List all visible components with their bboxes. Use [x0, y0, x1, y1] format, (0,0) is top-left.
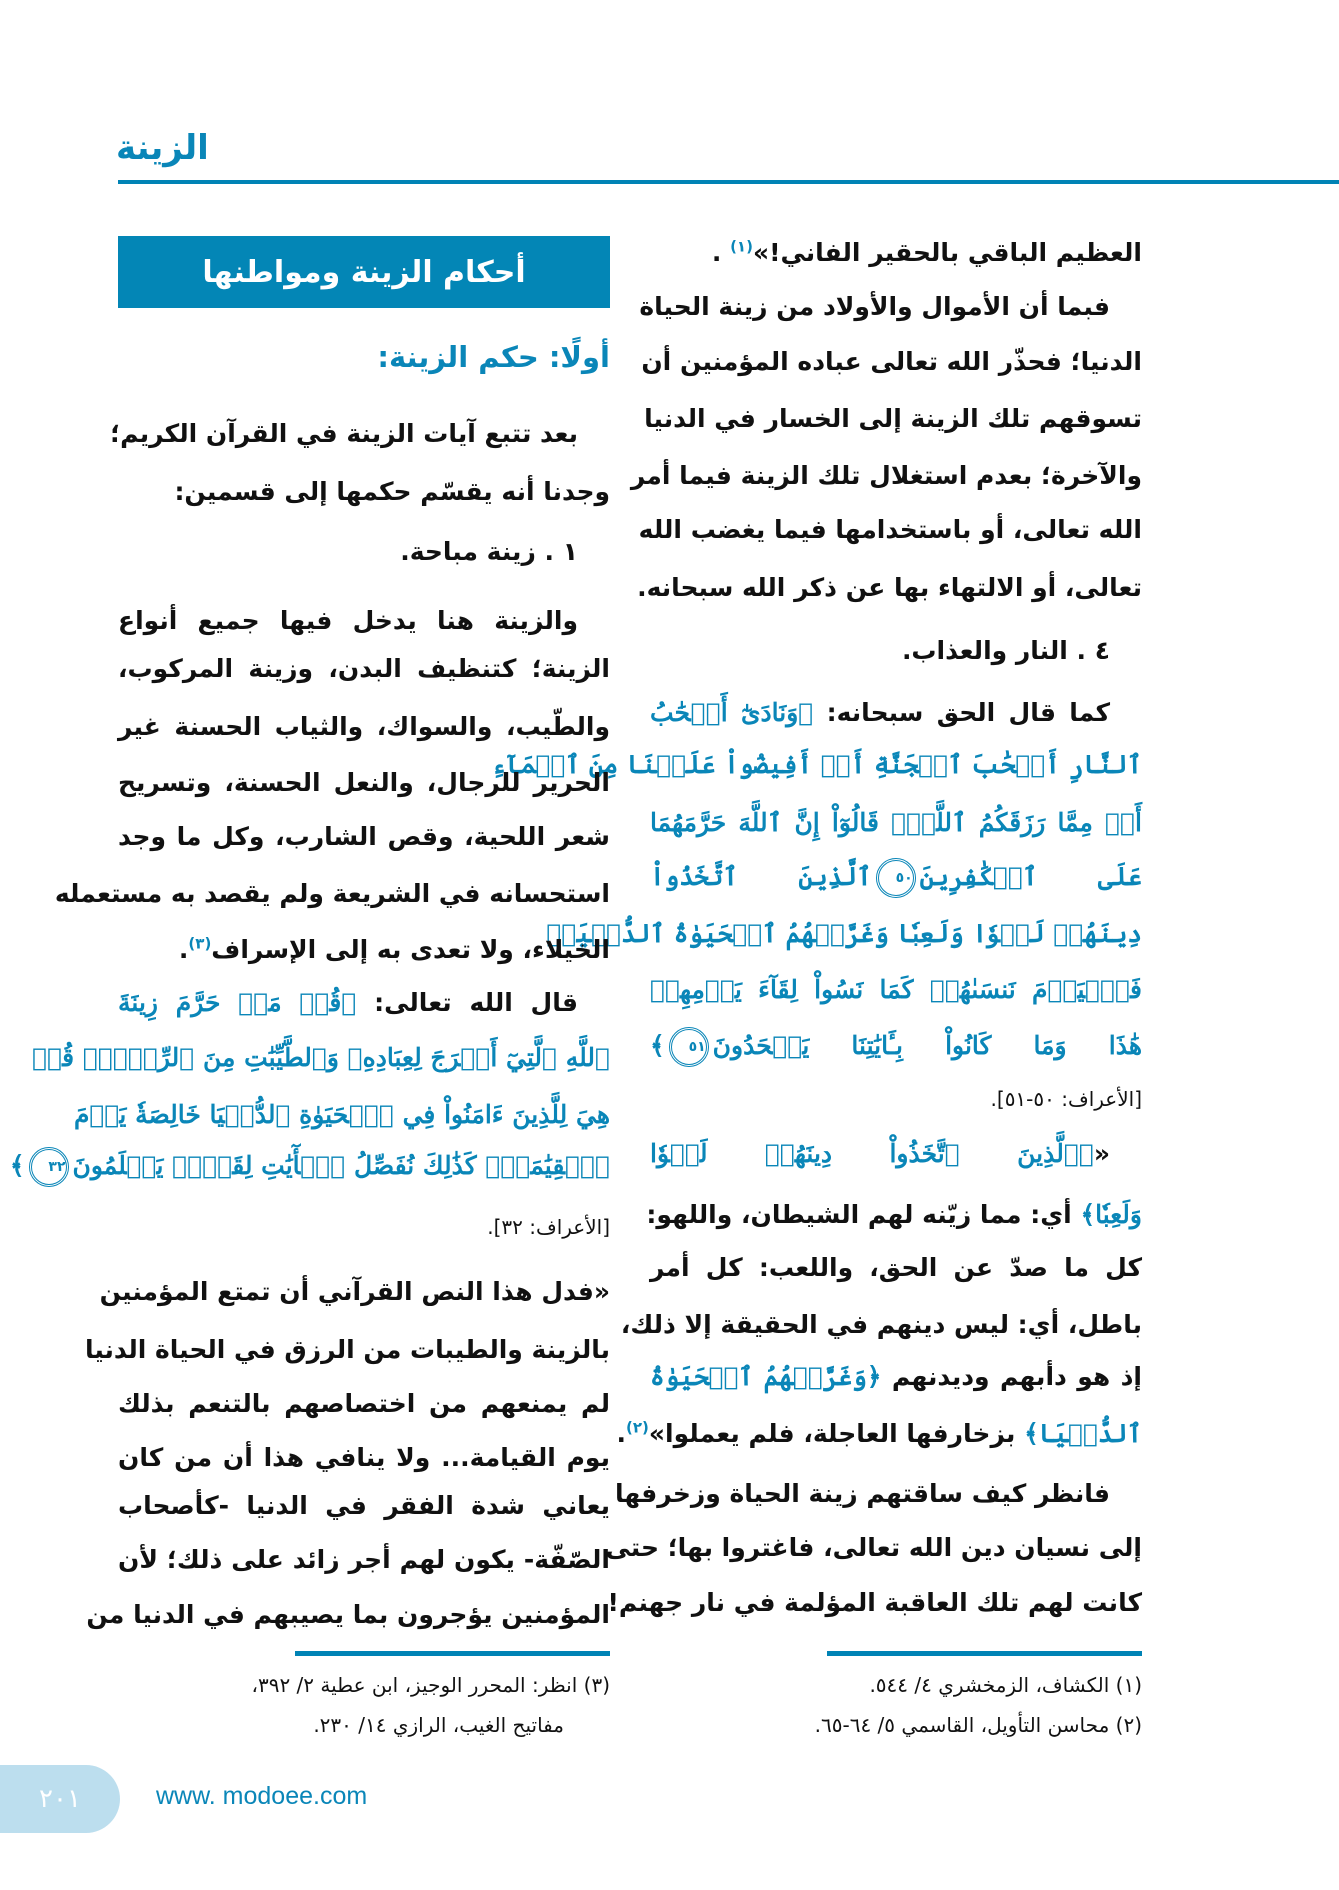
text-line [638, 503, 1142, 557]
text-line [650, 796, 1142, 850]
verse-citation [650, 1072, 1142, 1126]
quran-text: ٱلَّذِينَ ٱتَّخَذُواْ [650, 862, 872, 891]
quran-text: ﴿وَنَادَىٰٓ أَصۡحَٰبُ [650, 698, 814, 727]
quran-text: وَلَعِبٗا﴾ [1080, 1200, 1142, 1229]
running-title: الزينة [116, 128, 209, 168]
body-text: يوم القيامة... ولا ينافي هذا أن من كان [118, 1443, 610, 1472]
text-line [110, 407, 610, 461]
ayah-number-marker: ٥٠ [876, 858, 916, 898]
body-text: المؤمنين يؤجرون بما يصيبهم في الدنيا من [86, 1600, 610, 1629]
text-line [650, 1127, 1142, 1181]
text-line [118, 594, 610, 648]
text-line [118, 1377, 610, 1431]
quran-text: ﴿ٱلَّذِينَ ٱتَّخَذُواْ دِينَهُمۡ لَهۡوٗا [650, 1139, 1094, 1168]
text-line [118, 525, 610, 579]
text-line [32, 1031, 610, 1085]
body-text: والطّيب، والسواك، والثياب الحسنة غير [118, 712, 610, 741]
text-line [644, 392, 1142, 446]
page-number: ٢٠١ [0, 1765, 120, 1833]
body-text: والزينة هنا يدخل فيها جميع أنواع [118, 606, 578, 635]
body-text: الله تعالى، أو باستخدامها فيما يغضب الله [638, 515, 1142, 544]
footnote-3-cont: مفاتيح الغيب، الرازي ١٤/ ٢٣٠. [313, 1713, 564, 1737]
text-line [491, 738, 1142, 792]
text-line [605, 1521, 1142, 1575]
body-text: تسوقهم تلك الزينة إلى الخسار في الدنيا [644, 404, 1142, 433]
body-text: العظيم الباقي بالحقير الفاني!» [752, 238, 1142, 267]
text-line [9, 1139, 610, 1193]
quran-text: هَٰذَا وَمَا كَانُواْ بِـَٔايَٰتِنَا يَجۡحَدُونَ [712, 1031, 1142, 1060]
body-text: الزينة؛ كتنظيف البدن، وزينة المركوب، [118, 654, 610, 683]
body-text: «فدل هذا النص القرآني أن تمتع المؤمنين [99, 1277, 610, 1306]
footnote-1: (١) الكشاف، الزمخشري ٤/ ٥٤٤. [869, 1673, 1142, 1697]
text-line [118, 1431, 610, 1485]
body-text: وجدنا أنه يقسّم حكمها إلى قسمين: [174, 477, 610, 506]
body-text: الصّفّة- يكون لهم أجر زائد على ذلك؛ لأن [118, 1545, 610, 1574]
body-text: والآخرة؛ بعدم استغلال تلك الزينة فيما أمر [630, 461, 1142, 490]
text-line [650, 850, 1142, 904]
body-text: باطل، أي: ليس دينهم في الحقيقة إلا ذلك، [620, 1310, 1142, 1339]
body-text: قال الله تعالى: [356, 988, 578, 1017]
text-line [650, 1019, 1142, 1073]
body-text: [الأعراف: ٥٠-٥١]. [990, 1087, 1142, 1111]
footnote-3: (٣) انظر: المحرر الوجيز، ابن عطية ٢/ ٣٩٢، [251, 1673, 610, 1697]
quran-text: ٱلدُّنۡيَا﴾ [1024, 1419, 1142, 1448]
quran-text: هِيَ لِلَّذِينَ ءَامَنُواْ فِي ٱلۡحَيَوٰةِ ٱلدُّنۡيَا خَالِصَةٗ يَوۡمَ [73, 1100, 610, 1129]
footnote-rule-left [295, 1651, 610, 1656]
body-text: فبما أن الأموال والأولاد من زينة الحياة [639, 292, 1110, 321]
body-text: . [711, 238, 731, 267]
website-link[interactable]: www. modoee.com [156, 1782, 368, 1810]
text-line [118, 642, 610, 696]
text-line [73, 1088, 610, 1142]
text-line [118, 810, 610, 864]
text-line [650, 686, 1142, 740]
text-line [650, 1350, 1142, 1404]
text-line [616, 1407, 1142, 1461]
subheading: أولًا: حكم الزينة: [377, 340, 610, 374]
body-text: الدنيا؛ فحذّر الله تعالى عباده المؤمنين أن [641, 347, 1142, 376]
text-line [615, 1467, 1142, 1521]
body-text: لم يمنعهم من اختصاصهم بالتنعم بذلك [118, 1389, 610, 1418]
text-line [639, 280, 1142, 334]
body-text: كل ما صدّ عن الحق، واللعب: كل أمر [650, 1253, 1142, 1282]
footnote-ref[interactable]: (٢) [626, 1418, 649, 1437]
quran-text: ٱلنَّارِ أَصۡحَٰبَ ٱلۡجَنَّةِ أَنۡ أَفِيضُواْ عَلَيۡنَا مِنَ ٱلۡمَآءِ [491, 750, 1142, 779]
text-line [650, 963, 1142, 1017]
body-text: . [178, 935, 189, 964]
text-line [546, 907, 1142, 961]
text-line [86, 1588, 610, 1642]
body-text: بزخارفها العاجلة، فلم يعملوا» [648, 1419, 1025, 1448]
quran-text: دِينَهُمۡ لَهۡوٗا وَلَعِبٗا وَغَرَّتۡهُمُ ٱلۡحَيَوٰةُ ٱلدُّنۡيَاۚ [546, 919, 1142, 948]
body-text: الحرير للرجال، والنعل الحسنة، وتسريح [118, 768, 610, 797]
body-text: بعد تتبع آيات الزينة في القرآن الكريم؛ [110, 419, 578, 448]
body-text: الخيلاء، ولا تعدى به إلى الإسراف [211, 935, 610, 964]
text-line [118, 976, 610, 1030]
body-text: إذ هو دأبهم وديدنهم [881, 1362, 1142, 1391]
footnote-rule-right [827, 1651, 1142, 1656]
body-text: استحسانه في الشريعة ولم يقصد به مستعمله [54, 879, 610, 908]
verse-citation [118, 1200, 610, 1254]
body-text: يعاني شدة الفقر في الدنيا -كأصحاب [118, 1491, 610, 1520]
text-line [650, 1241, 1142, 1295]
text-line [118, 700, 610, 754]
text-line [118, 1479, 610, 1533]
text-line [637, 561, 1142, 615]
body-text: شعر اللحية، وقص الشارب، وكل ما وجد [118, 822, 610, 851]
section-title: أحكام الزينة ومواطنها [118, 236, 610, 308]
body-text: ١ . زينة مباحة. [400, 537, 578, 566]
quran-text: ﴿قُلۡ مَنۡ حَرَّمَ زِينَةَ [118, 988, 357, 1017]
quran-text: أَوۡ مِمَّا رَزَقَكُمُ ٱللَّهُۚ قَالُوٓاْ إِنَّ ٱللَّهَ حَرَّمَهُمَا [650, 808, 1142, 837]
body-text: بالزينة والطيبات من الرزق في الحياة الدنيا [84, 1335, 610, 1364]
body-text: تعالى، أو الالتهاء بها عن ذكر الله سبحانه. [637, 573, 1142, 602]
footnote-ref[interactable]: (٣) [188, 934, 212, 953]
text-line [118, 465, 610, 519]
text-line [641, 335, 1142, 389]
body-text: [الأعراف: ٣٢]. [487, 1215, 610, 1239]
text-line [118, 923, 610, 977]
body-text: كانت لهم تلك العاقبة المؤلمة في نار جهنم! [607, 1588, 1142, 1617]
quran-text: فَٱلۡيَوۡمَ نَنسَىٰهُمۡ كَمَا نَسُواْ لِقَآءَ يَوۡمِهِمۡ [650, 975, 1142, 1004]
quran-text: ﴿وَغَرَّتۡهُمُ ٱلۡحَيَوٰةُ [650, 1362, 882, 1391]
body-text: « [1093, 1139, 1110, 1168]
text-line [99, 1265, 610, 1319]
text-line [118, 1533, 610, 1587]
text-line [650, 624, 1142, 678]
footnote-ref[interactable]: (١) [730, 237, 753, 256]
ayah-number-marker: ٥١ [669, 1027, 709, 1067]
body-text: ٤ . النار والعذاب. [901, 636, 1110, 665]
body-text: فانظر كيف ساقتهم زينة الحياة وزخرفها [615, 1479, 1110, 1508]
text-line [650, 226, 1142, 280]
footnote-2: (٢) محاسن التأويل، القاسمي ٥/ ٦٤-٦٥. [814, 1713, 1142, 1737]
body-text: كما قال الحق سبحانه: [813, 698, 1110, 727]
body-text: أي: مما زيّنه لهم الشيطان، واللهو: [646, 1200, 1081, 1229]
quran-text: عَلَى ٱلۡكَٰفِرِينَ [919, 862, 1143, 891]
text-line [118, 756, 610, 810]
header-rule [118, 180, 1339, 184]
text-line [630, 449, 1142, 503]
text-line [620, 1298, 1142, 1352]
body-text: . [616, 1419, 627, 1448]
ayah-number-marker: ٣٢ [29, 1147, 69, 1187]
text-line [54, 867, 610, 921]
text-line [84, 1323, 610, 1377]
quran-text: ﴾ [650, 1031, 665, 1060]
body-text: إلى نسيان دين الله تعالى، فاغتروا بها؛ حتى [605, 1533, 1142, 1562]
text-line [646, 1188, 1142, 1242]
quran-text: ٱلۡقِيَٰمَةِۗ كَذَٰلِكَ نُفَصِّلُ ٱلۡأٓيَٰتِ لِقَوۡمٖ يَعۡلَمُونَ [72, 1151, 610, 1180]
quran-text: ﴾ [9, 1151, 25, 1180]
quran-text: ٱللَّهِ ٱلَّتِيٓ أَخۡرَجَ لِعِبَادِهِۦ وَٱلطَّيِّبَٰتِ مِنَ ٱلرِّزۡقِۚ قُلۡ [32, 1043, 610, 1072]
text-line [607, 1576, 1142, 1630]
